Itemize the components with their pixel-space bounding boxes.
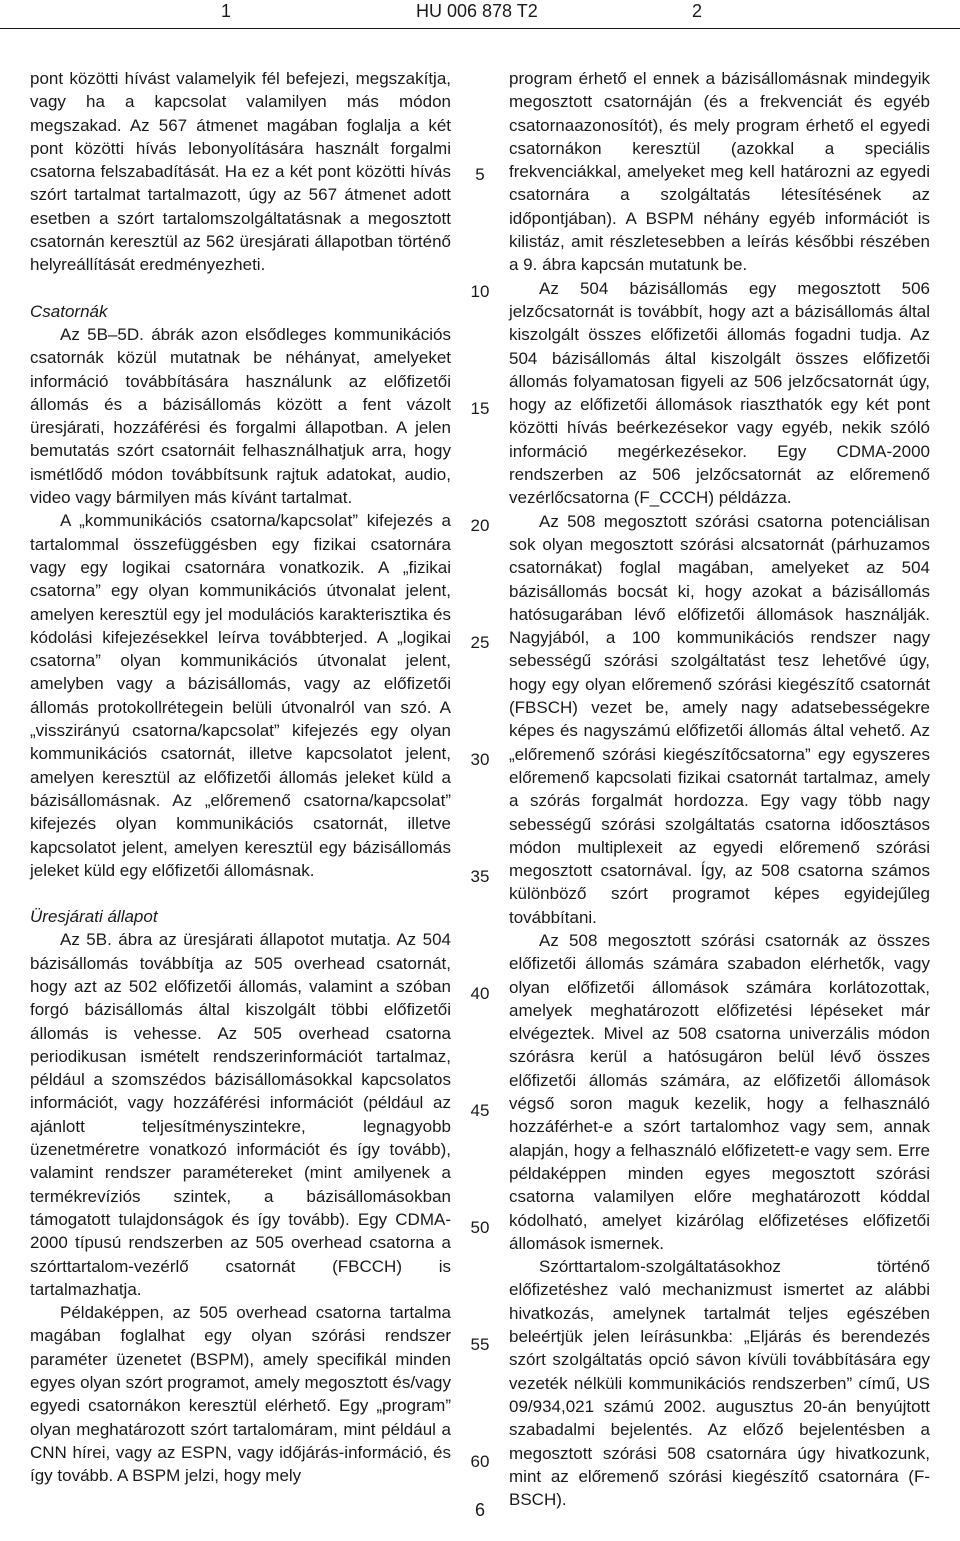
line-number: 30 <box>470 750 490 769</box>
left-paragraph-5: Példaképpen, az 505 overhead csatorna tartalma magában foglalhat egy olyan szórási rendszer paraméter üzenetet (BSPM), amely specifikál minden egyes olyan szórt programot, amely megosztott és/vagy egyedi csatornákon keresztül elérhető. Egy „program” olyan meghatározott szórt tartalomáram, mint például a CNN hírei, vagy az ESPN, vagy időjárás-információ, és így tovább. A BSPM jelzi, hogy mely <box>30 1303 451 1486</box>
line-number: 40 <box>470 984 490 1003</box>
header-right-page-number: 2 <box>692 1 703 21</box>
left-column <box>30 67 451 1488</box>
line-number: 15 <box>470 399 490 418</box>
line-number: 60 <box>470 1452 490 1471</box>
right-paragraph-3: Az 508 megosztott szórási csatorna potenciálisan sok olyan megosztott szórási alcsatornát (párhuzamos csatornákat) foglal magában, amelyeket az 504 bázisállomás bocsát ki, hogy azokat a bázisállomás hatósugarában lévő előfizetői állomások használják. Nagyjából, a 100 kommunikációs rendszer nagy sebességű szórási szolgáltatást tesz lehetővé úgy, hogy egy olyan előremenő szórási kiegészítő csatornát (FBSCH) vezet be, amely nagy adatsebességekre képes és nagyszámú előfizetői állomás által vehető. Az „előremenő szórási kiegészítőcsatorna” egy egyszeres előremenő kapcsolati fizikai csatornát tartalmaz, amely a szórás forgalmát hordozza. Egy vagy több nagy sebességű szórási szolgáltatás csatorna időosztásos módon multiplexeit az egyedi előremenő szórási megosztott csatornával. Így, az 508 csatorna számos különböző szórt programot képes egyidejűleg továbbítani. <box>509 511 930 927</box>
line-number: 10 <box>470 282 490 301</box>
page-header <box>0 0 960 30</box>
line-number: 55 <box>470 1335 490 1354</box>
line-number: 20 <box>470 516 490 535</box>
line-number: 50 <box>470 1218 490 1237</box>
right-paragraph-4: Az 508 megosztott szórási csatornák az összes előfizetői állomás számára szabadon elérhetők, vagy olyan előfizetői állomások számára korlátozottak, amelyek meghatározott előfizetési lépéseket már elvégeztek. Mivel az 508 csatorna univerzális módon szórásra kerül a hatósugáron belül lévő összes előfizetői állomás számára, az előfizetői állomások végső soron maguk kezelik, hogy a felhasználó hozzáférhet-e a szórt tartalomhoz vagy sem, annak alapján, hogy a felhasználó előfizetett-e vagy sem. Erre példaképpen minden egyes megosztott szórási csatorna valamilyen előre meghatározott kóddal kódolható, amelyet kizárólag előfizetéses előfizetői állomások ismernek. <box>509 930 930 1253</box>
right-paragraph-5: Szórttartalom-szolgáltatásokhoz történő előfizetéshez való mechanizmust ismertet az alábbi hivatkozás, amelynek tartalmát teljes egészében beleértjük jelen leírásunkba: „Eljárás és berendezés szórt szolgáltatás opció sávon kívüli továbbítására egy vezeték nélküli kommunikációs rendszerben” című, US 09/934,021 számú 2002. augusztus 20-án benyújtott szabadalmi bejelentés. Az előző bejelentésben a megosztott szórási 508 csatornára úgy hivatkozunk, mint az előremenő szórási kiegészítő csatornára (F-BSCH). <box>509 1257 930 1510</box>
right-column <box>509 67 930 1511</box>
right-paragraph-2: Az 504 bázisállomás egy megosztott 506 jelzőcsatornát is továbbít, hogy azt a bázisállomás által kiszolgált összes előfizetői állomás fogadni tudja. Az 504 bázisállomás által kiszolgált összes előfizetői állomás folyamatosan figyeli az 506 jelzőcsatornát úgy, hogy az előfizetői állomások riaszthatók egy két pont közötti hívás beérkezésekor vagy egyéb, nekik szóló információ megérkezésekor. Egy CDMA-2000 rendszerben az 506 jelzőcsatornát az előremenő vezérlőcsatorna (F_CCCH) példázza. <box>509 278 930 508</box>
header-rule <box>0 28 960 29</box>
left-paragraph-4: Az 5B. ábra az üresjárati állapotot mutatja. Az 504 bázisállomás továbbítja az 505 overhead csatornát, hogy azt az 502 előfizetői állomás, valamint a szóban forgó bázisállomás által kiszolgált többi előfizetői állomás is vehesse. Az 505 overhead csatorna periodikusan ismételt rendszerinformációt tartalmaz, például a szomszédos bázisállomásokkal kapcsolatos információt, vagy hozzáférési információt (például az ajánlott teljesítményszintekre, legnagyobb üzenetméretre vonatkozó információt és így tovább), valamint rendszer paramétereket (mint amilyenek a termékrevíziós szintek, a bázisállomásokban támogatott tulajdonságok és így tovább). Egy CDMA-2000 típusú rendszerben az 505 overhead csatorna a szórttartalom-vezérlő csatornát (FBCCH) is tartalmazhatja. <box>30 930 451 1299</box>
section-heading-idle-state: Üresjárati állapot <box>30 907 158 927</box>
footer-page-number: 6 <box>474 1500 485 1520</box>
right-paragraph-1: program érhető el ennek a bázisállomásnak mindegyik megosztott csatornáján (és a frekvenciát és egyéb csatornaazonosítót), és mely program érhető el egyedi csatornákon keresztül (azokkal a speciális frekvenciákkal, amelyeket meg kell határozni az egyedi csatornára a szolgáltatás létesítésének az időpontjában). A BSPM néhány egyéb információt is kilistáz, amit részletesebben a leírás későbbi részében a 9. ábra kapcsán mutatunk be. <box>509 69 930 275</box>
left-paragraph-1: pont közötti hívást valamelyik fél befejezi, megszakítja, vagy ha a kapcsolat valamilyen más módon megszakad. Az 567 átmenet magában foglalja a két pont közötti hívás lebonyolítására használt forgalmi csatorna felszabadítását. Ha ez a két pont közötti hívás szórt tartalmat tartalmazott, úgy az 567 átmenet adott esetben a szórt tartalomszolgáltatásnak a megosztott csatornán keresztül az 562 üresjárati állapotban történő helyreállítását eredményezheti. <box>30 69 451 275</box>
section-heading-channels: Csatornák <box>30 301 108 321</box>
line-number: 5 <box>475 165 485 184</box>
line-number: 35 <box>470 867 490 886</box>
left-paragraph-3: A „kommunikációs csatorna/kapcsolat” kifejezés a tartalommal összefüggésben egy fizikai csatornára vagy egy logikai csatornára vonatkozik. A „fizikai csatorna” egy olyan kommunikációs útvonalat jelent, amelyen keresztül egy jel modulációs karakterisztika és kódolási kifejezésekkel leírva továbbterjed. A „logikai csatorna” olyan kommunikációs útvonalat jelent, amelyben vagy a bázisállomás, vagy az előfizetői állomás protokollrétegein belüli útvonalról van szó. A „visszirányú csatorna/kapcsolat” kifejezés egy olyan kommunikációs csatornát, illetve kapcsolatot jelent, amelyen keresztül az előfizetői állomás jeleket küld a bázisállomásnak. Az „előremenő csatorna/kapcsolat” kifejezés olyan kommunikációs csatornát, illetve kapcsolatot jelent, amelyen keresztül egy bázisállomás jeleket küld egy előfizetői állomásnak. <box>30 511 451 880</box>
line-number: 45 <box>470 1101 490 1120</box>
left-paragraph-2: Az 5B–5D. ábrák azon elsődleges kommunikációs csatornák közül mutatnak be néhányat, amelyeket információ továbbítására használunk az előfizetői állomás és a bázisállomás között a fent vázolt üresjárati, hozzáférési és forgalmi állapotban. A jelen bemutatás szórt csatornáit felhasználhatjuk arra, hogy ismétlődő módon továbbítsunk rajtuk adatokat, audio, video vagy bármilyen más kívánt tartalmat. <box>30 324 451 508</box>
line-number: 25 <box>470 633 490 652</box>
patent-number: HU 006 878 T2 <box>416 1 538 21</box>
header-left-page-number: 1 <box>221 1 232 21</box>
